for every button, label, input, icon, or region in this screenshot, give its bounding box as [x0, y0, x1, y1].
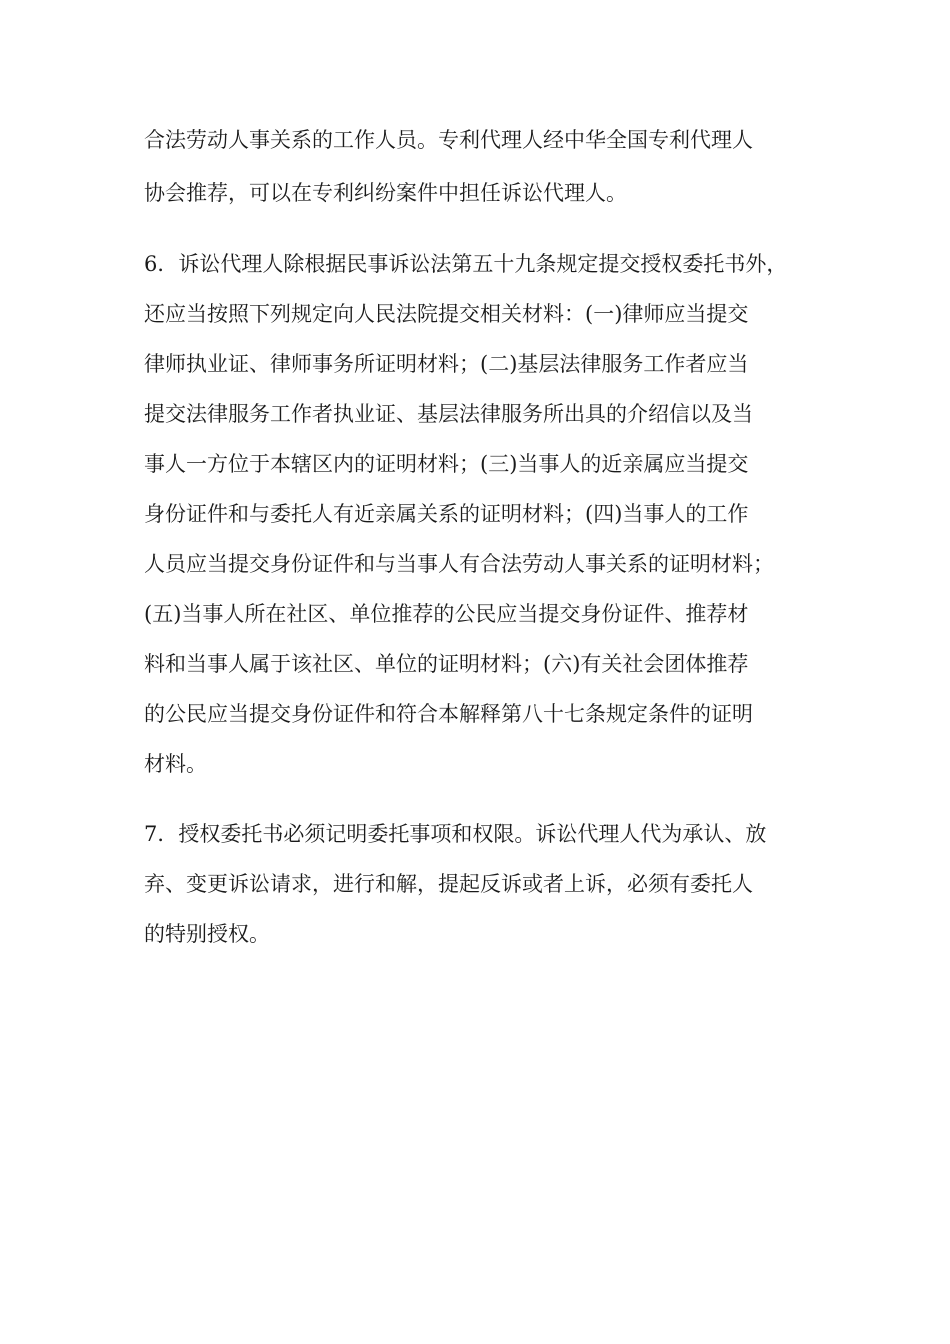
text-line: 人员应当提交身份证件和与当事人有合法劳动人事关系的证明材料；: [144, 552, 774, 576]
text-line: 弃、变更诉讼请求，进行和解，提起反诉或者上诉，必须有委托人: [144, 872, 753, 896]
text-line: 合法劳动人事关系的工作人员。专利代理人经中华全国专利代理人: [144, 128, 753, 152]
text-line: 还应当按照下列规定向人民法院提交相关材料：(一)律师应当提交: [144, 302, 749, 326]
text-line: 7．授权委托书必须记明委托事项和权限。诉讼代理人代为承认、放: [144, 822, 767, 846]
text-line: 的公民应当提交身份证件和符合本解释第八十七条规定条件的证明: [144, 702, 753, 726]
text-line: 的特别授权。: [144, 922, 270, 946]
text-line: 事人一方位于本辖区内的证明材料；(三)当事人的近亲属应当提交: [144, 452, 749, 476]
text-line: 协会推荐，可以在专利纠纷案件中担任诉讼代理人。: [144, 181, 627, 205]
text-line: 料和当事人属于该社区、单位的证明材料；(六)有关社会团体推荐: [144, 652, 749, 676]
text-line: 材料。: [144, 752, 207, 776]
text-line: 身份证件和与委托人有近亲属关系的证明材料；(四)当事人的工作: [144, 502, 749, 526]
text-line: 律师执业证、律师事务所证明材料；(二)基层法律服务工作者应当: [144, 352, 749, 376]
text-line: 提交法律服务工作者执业证、基层法律服务所出具的介绍信以及当: [144, 402, 753, 426]
text-line: 6．诉讼代理人除根据民事诉讼法第五十九条规定提交授权委托书外，: [144, 252, 788, 276]
text-line: (五)当事人所在社区、单位推荐的公民应当提交身份证件、推荐材: [144, 602, 749, 626]
